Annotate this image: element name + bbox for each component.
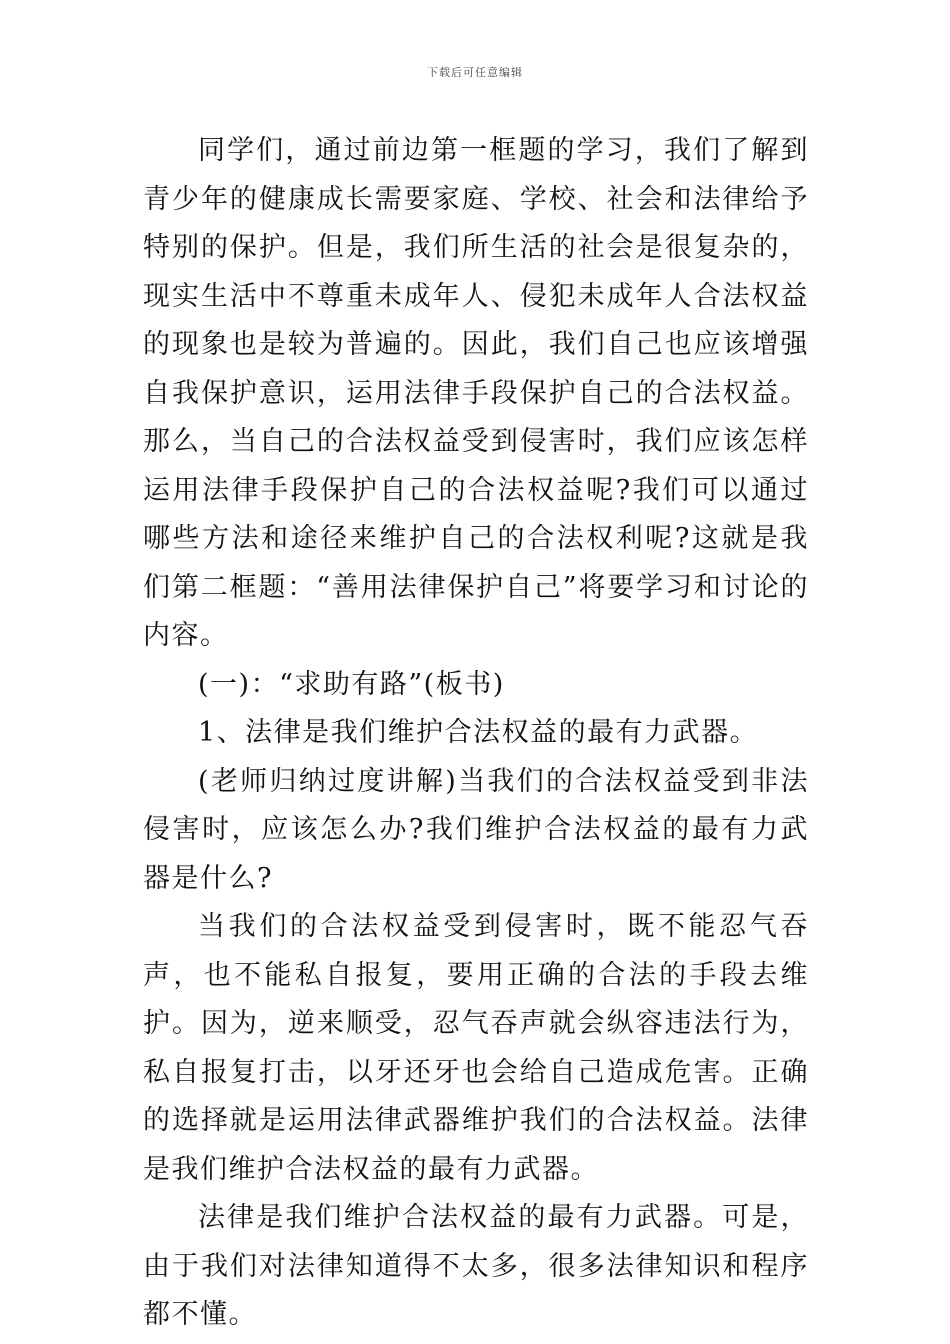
paragraph-intro: 同学们，通过前边第一框题的学习，我们了解到青少年的健康成长需要家庭、学校、社会和法律给予特别的保护。但是，我们所生活的社会是很复杂的，现实生活中不尊重未成年人、侵犯未成年人合法权益的现象也是较为普遍的。因此，我们自己也应该增强自我保护意识，运用法律手段保护自己的合法权益。那么，当自己的合法权益受到侵害时，我们应该怎样运用法律手段保护自己的合法权益呢?我们可以通过哪些方法和途径来维护自己的合法权利呢?这就是我们第二框题：“善用法律保护自己”将要学习和讨论的内容。 bbox=[143, 135, 809, 651]
paragraph-section-heading: (一)：“求助有路”(板书) bbox=[198, 668, 505, 700]
page-header-note: 下载后可任意编辑 bbox=[427, 66, 523, 79]
paragraph-point-1: 1、法律是我们维护合法权益的最有力武器。 bbox=[198, 717, 759, 748]
document-body bbox=[143, 127, 809, 1340]
paragraph-explanation: 当我们的合法权益受到侵害时，既不能忍气吞声，也不能私自报复，要用正确的合法的手段去维护。因为，逆来顺受，忍气吞声就会纵容违法行为，私自报复打击，以牙还牙也会给自己造成危害。正确的选择就是运用法律武器维护我们的合法权益。法律是我们维护合法权益的最有力武器。 bbox=[143, 911, 809, 1185]
paragraph-teacher-question: (老师归纳过度讲解)当我们的合法权益受到非法侵害时，应该怎么办?我们维护合法权益的最有力武器是什么? bbox=[143, 765, 809, 894]
paragraph-conclusion: 法律是我们维护合法权益的最有力武器。可是，由于我们对法律知道得不太多，很多法律知识和程序都不懂。 bbox=[143, 1202, 809, 1330]
